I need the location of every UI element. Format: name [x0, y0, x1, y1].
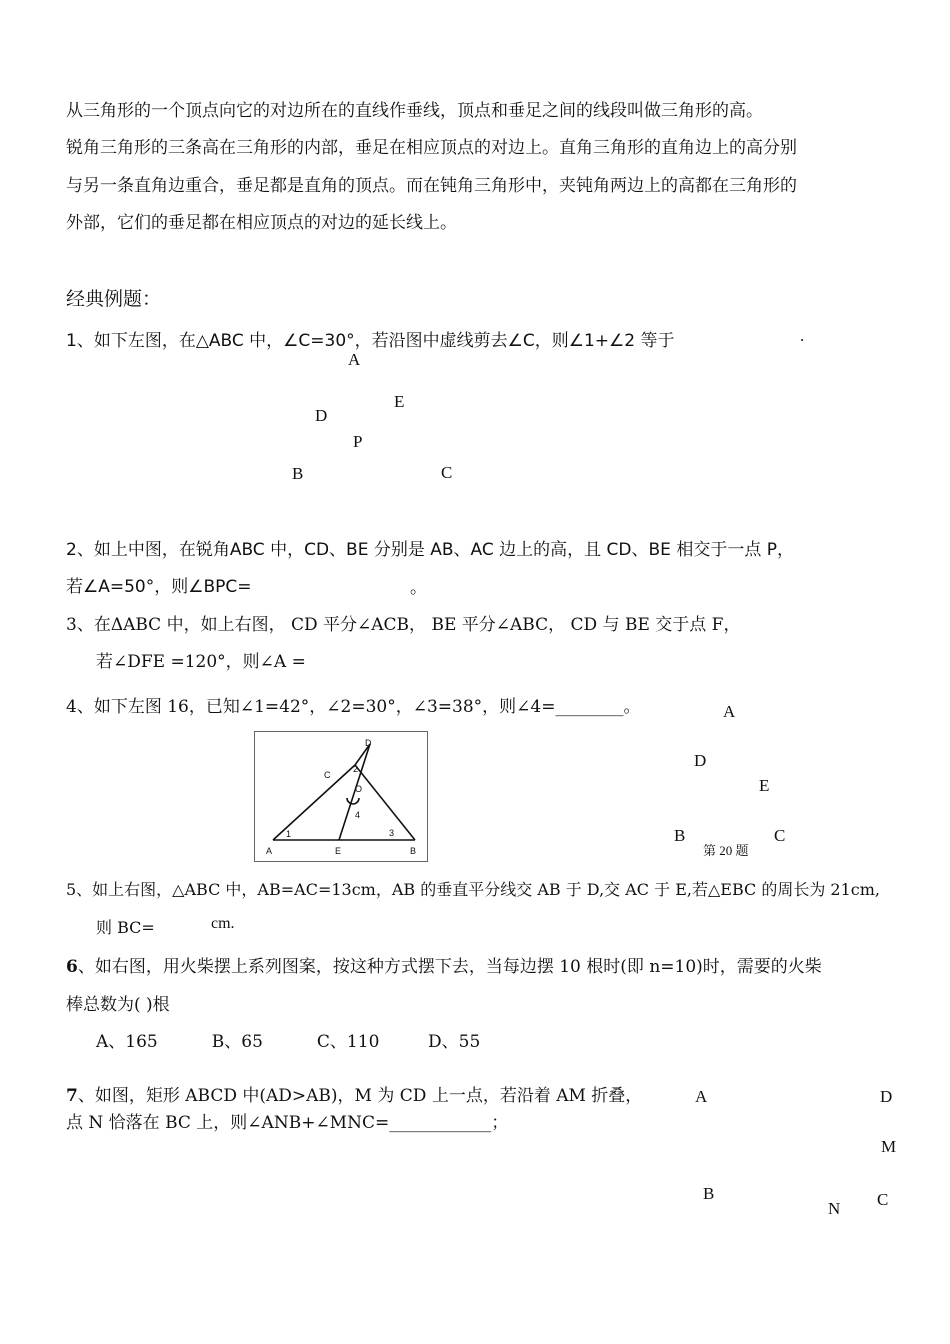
question-7-line-1-text: 、如图，矩形 ABCD 中(AD>AB)，M 为 CD 上一点，若沿着 AM 折叠， [77, 1086, 643, 1106]
question-5-line-2b: cm. [211, 915, 235, 932]
question-2-line-2: 若∠A=50°，则∠BPC= [66, 577, 252, 597]
fig16-label-b: B [410, 846, 417, 856]
question-6-number: 6 [66, 957, 78, 977]
fig20-label-d: D [694, 751, 707, 770]
fig-rect-label-b: B [703, 1184, 715, 1203]
fig-mid-label-c: C [441, 463, 453, 482]
question-3-line-1: 3、在ΔABC 中，如上右图， CD 平分∠ACB， BE 平分∠ABC， CD 与 BE 交于点 F， [66, 615, 741, 635]
fig16-label-4: 4 [355, 810, 361, 820]
question-4-text: 4、如下左图 16，已知∠1=42°，∠2=30°，∠3=38°，则∠4=________。 [66, 697, 641, 717]
fig-mid-label-d: D [315, 406, 328, 425]
figure-16 [254, 731, 428, 862]
question-5-line-2a: 则 BC= [96, 918, 155, 937]
fig-mid-label-b: B [292, 464, 304, 483]
fig16-label-c: C [324, 770, 331, 780]
question-7-line-2: 点 N 恰落在 BC 上，则∠ANB+∠MNC=____________； [66, 1113, 509, 1133]
question-7-number: 7 [66, 1086, 78, 1106]
fig-rect-label-m: M [881, 1137, 897, 1156]
intro-line-1: 从三角形的一个顶点向它的对边所在的直线作垂线，顶点和垂足之间的线段叫做三角形的高。 [66, 101, 763, 121]
fig-rect-label-c: C [877, 1190, 889, 1209]
fig16-label-a: A [266, 846, 273, 856]
fig20-caption: 第 20 题 [703, 843, 749, 858]
fig16-label-d: D [365, 738, 372, 748]
question-6-line-1 [66, 952, 822, 977]
section-title: 经典例题： [66, 288, 162, 310]
fig16-label-o: O [355, 784, 363, 794]
fig-rect-label-n: N [828, 1199, 841, 1218]
fig-mid-label-e: E [394, 392, 405, 411]
segment-cb [355, 765, 415, 840]
question-2-end: 。 [410, 578, 427, 597]
figure-16-svg [255, 732, 427, 861]
intro-line-4: 外部，它们的垂足都在相应顶点的对边的延长线上。 [66, 213, 457, 233]
question-6-options: A、165 B、65 C、110 D、55 [96, 1032, 481, 1052]
question-2-line-1: 2、如上中图，在锐角ABC 中，CD、BE 分别是 AB、AC 边上的高，且 CD、BE 相交于一点 P， [66, 540, 794, 560]
fig20-label-c: C [774, 826, 786, 845]
fig16-label-3: 3 [389, 828, 395, 838]
fig20-label-a: A [723, 702, 736, 721]
intro-line-2: 锐角三角形的三条高在三角形的内部，垂足在相应顶点的对边上。直角三角形的直角边上的高分别 [66, 138, 797, 158]
fig20-label-b: B [674, 826, 686, 845]
fig-mid-label-p: P [353, 432, 363, 451]
question-6-line-2: 棒总数为( )根 [66, 995, 170, 1015]
fig-mid-label-a: A [348, 350, 361, 369]
question-7-line-1 [66, 1081, 642, 1106]
intro-line-3: 与另一条直角边重合，垂足都是直角的顶点。而在钝角三角形中，夹钝角两边上的高都在三角形的 [66, 176, 797, 196]
question-5-line-1: 5、如上右图，△ABC 中，AB=AC=13cm，AB 的垂直平分线交 AB 于 D,交 AC 于 E,若△EBC 的周长为 21cm, [66, 880, 881, 899]
fig16-label-1: 1 [286, 829, 292, 839]
fig16-label-2: 2 [353, 764, 359, 774]
question-3-line-2: 若∠DFE =120°，则∠A = [96, 652, 306, 672]
question-1-text: 1、如下左图，在△ABC 中，∠C=30°，若沿图中虚线剪去∠C，则∠1+∠2 等于 [66, 331, 675, 351]
fig-rect-label-a: A [695, 1087, 708, 1106]
question-6-line-1-text: 、如右图，用火柴摆上系列图案，按这种方式摆下去，当每边摆 10 根时(即 n=10)时，需要的火柴 [77, 957, 822, 977]
fig20-label-e: E [759, 776, 770, 795]
question-1-end: . [800, 326, 805, 345]
fig16-label-e: E [335, 846, 342, 856]
fig-rect-label-d: D [880, 1087, 893, 1106]
